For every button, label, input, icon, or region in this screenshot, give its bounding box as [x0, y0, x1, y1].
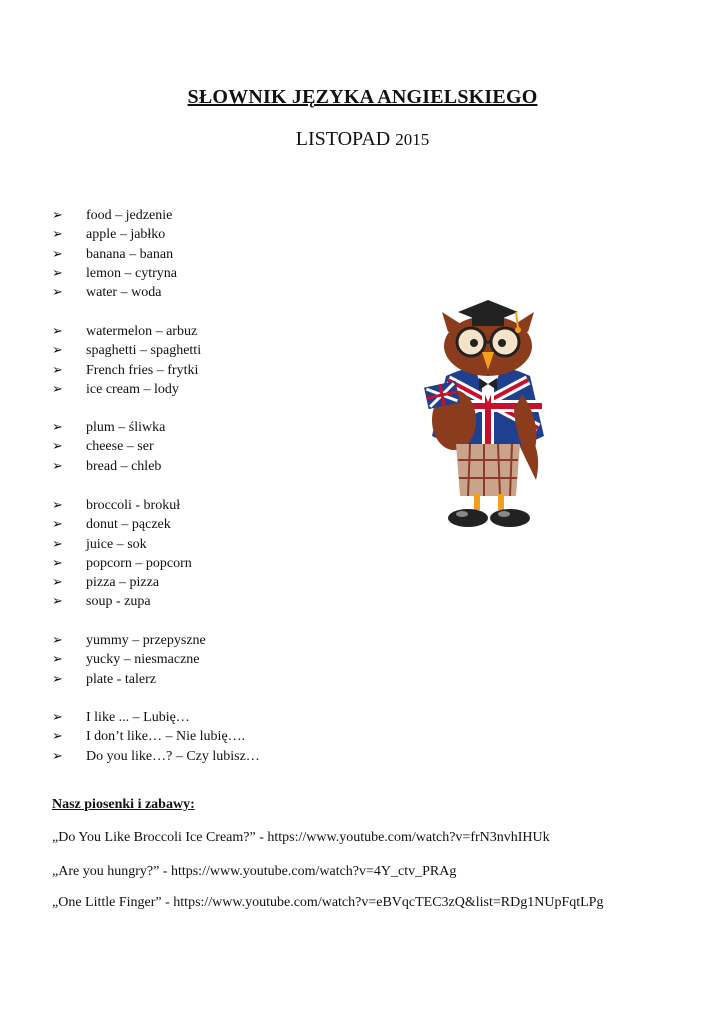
vocab-group-2 [52, 321, 201, 398]
arrowhead-bullet-icon: ➢ [52, 535, 63, 551]
vocab-item: ➢ apple – jabłko [52, 226, 166, 243]
arrowhead-bullet-icon: ➢ [52, 554, 63, 570]
vocab-item: ➢ yummy – przepyszne [52, 632, 206, 648]
arrowhead-bullet-icon: ➢ [52, 245, 63, 261]
arrowhead-bullet-icon: ➢ [52, 497, 63, 512]
arrowhead-bullet-icon: ➢ [52, 284, 63, 300]
arrowhead-bullet-icon: ➢ [52, 709, 63, 724]
vocab-item: ➢ Do you like…? – Czy lubisz… [52, 747, 260, 764]
page-subtitle [0, 128, 725, 151]
vocab-item: ➢ plum – śliwka [52, 419, 166, 435]
arrowhead-bullet-icon: ➢ [52, 264, 63, 280]
vocab-item: ➢ spaghetti – spaghetti [52, 342, 202, 359]
vocab-item: ➢ popcorn – popcorn [52, 554, 192, 571]
vocab-item: ➢ ice cream – lody [52, 380, 179, 397]
song-link[interactable]: „One Little Finger” - https://www.youtube.com/watch?v=eBVqcTEC3zQ&list=RDg1NUpFqtLPg [52, 895, 604, 910]
vocab-item: ➢ broccoli - brokuł [52, 497, 181, 513]
arrowhead-bullet-icon: ➢ [52, 342, 63, 358]
vocab-item: ➢ yucky – niesmaczne [52, 651, 200, 668]
arrowhead-bullet-icon: ➢ [52, 593, 63, 609]
vocab-item: ➢ bread – chleb [52, 457, 162, 474]
vocab-item: ➢ lemon – cytryna [52, 264, 177, 281]
song-link[interactable]: „Do You Like Broccoli Ice Cream?” - https://www.youtube.com/watch?v=frN3nvhIHUk [52, 830, 550, 845]
arrowhead-bullet-icon: ➢ [52, 670, 63, 686]
vocab-item: ➢ banana – banan [52, 245, 174, 262]
arrowhead-bullet-icon: ➢ [52, 747, 63, 763]
vocab-item: ➢ water – woda [52, 284, 162, 301]
vocab-group-3 [52, 417, 165, 475]
arrowhead-bullet-icon: ➢ [52, 380, 63, 396]
arrowhead-bullet-icon: ➢ [52, 651, 63, 667]
songs-heading: Nasz piosenki i zabawy: [52, 797, 195, 812]
vocab-item: ➢ I don’t like… – Nie lubię…. [52, 728, 246, 745]
vocab-item: ➢ I like ... – Lubię… [52, 709, 190, 725]
vocab-item: ➢ food – jedzenie [52, 207, 173, 223]
arrowhead-bullet-icon: ➢ [52, 226, 63, 242]
arrowhead-bullet-icon: ➢ [52, 728, 63, 744]
vocab-item: ➢ soup - zupa [52, 593, 151, 610]
vocab-group-4 [52, 495, 192, 611]
vocab-group-6 [52, 707, 260, 765]
arrowhead-bullet-icon: ➢ [52, 207, 63, 222]
owl-graduate-icon [418, 298, 558, 538]
subtitle-month: LISTOPAD [295, 128, 391, 150]
arrowhead-bullet-icon: ➢ [52, 632, 63, 647]
page-title: SŁOWNIK JĘZYKA ANGIELSKIEGO [187, 86, 538, 108]
arrowhead-bullet-icon: ➢ [52, 361, 63, 377]
vocab-item: ➢ pizza – pizza [52, 574, 160, 591]
vocab-group-5 [52, 630, 206, 688]
vocab-item: ➢ donut – pączek [52, 516, 171, 533]
arrowhead-bullet-icon: ➢ [52, 574, 63, 590]
vocab-item: ➢ juice – sok [52, 535, 147, 552]
vocab-group-1 [52, 205, 177, 301]
song-link[interactable]: „Are you hungry?” - https://www.youtube.com/watch?v=4Y_ctv_PRAg [52, 864, 457, 879]
subtitle-year: 2015 [395, 130, 430, 149]
vocab-item: ➢ cheese – ser [52, 438, 154, 455]
vocab-item: ➢ watermelon – arbuz [52, 323, 198, 339]
arrowhead-bullet-icon: ➢ [52, 323, 63, 338]
arrowhead-bullet-icon: ➢ [52, 419, 63, 434]
arrowhead-bullet-icon: ➢ [52, 457, 63, 473]
vocab-item: ➢ plate - talerz [52, 670, 156, 687]
arrowhead-bullet-icon: ➢ [52, 516, 63, 532]
vocab-item: ➢ French fries – frytki [52, 361, 199, 378]
arrowhead-bullet-icon: ➢ [52, 438, 63, 454]
